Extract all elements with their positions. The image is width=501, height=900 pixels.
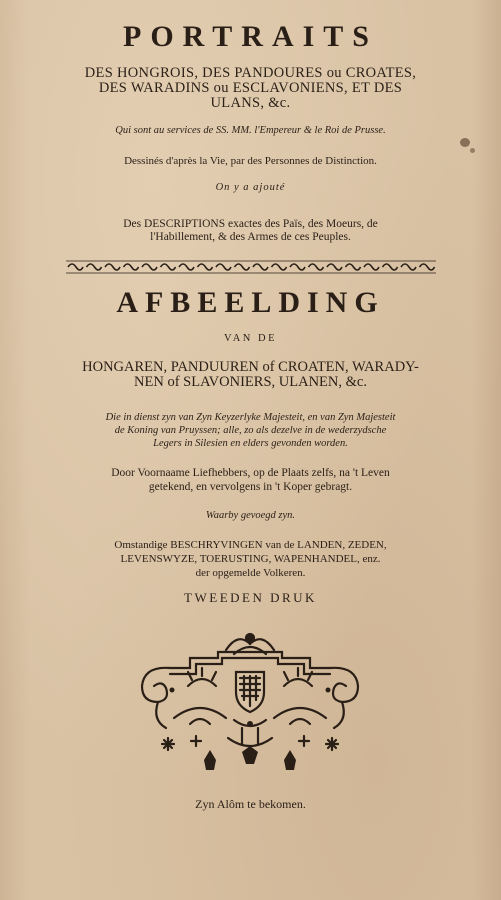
divider-link — [290, 264, 305, 270]
dutch-service-line: Legers in Silesien en elders gevonden worden. — [153, 438, 348, 449]
dutch-description-line: Omstandige BESCHRYVINGEN van de LANDEN, ZEDEN, — [114, 539, 387, 551]
dutch-service-line: Die in dienst zyn van Zyn Keyzerlyke Majesteit, en van Zyn Majesteit — [105, 412, 396, 423]
divider-link — [383, 264, 398, 270]
divider-link — [401, 264, 416, 270]
printers-ornament-icon — [130, 628, 370, 776]
foxing-stain — [470, 148, 475, 153]
divider-link — [346, 264, 361, 270]
divider-link — [235, 264, 250, 270]
divider-link — [142, 264, 157, 270]
divider-link — [420, 264, 435, 270]
french-title: PORTRAITS — [123, 20, 378, 53]
dutch-drawn-line: Door Voornaame Liefhebbers, op de Plaats zelfs, na 't Leven — [111, 467, 390, 479]
divider-link — [161, 264, 176, 270]
dutch-subtitle-line: NEN of SLAVONIERS, ULANEN, &c. — [134, 374, 367, 390]
french-description-line: Des DESCRIPTIONS exactes des Païs, des Moeurs, de — [123, 218, 378, 230]
dutch-service-line: de Koning van Pruyssen; alle, zo als dezelve in de wederzydsche — [114, 425, 387, 436]
french-subtitle-line: DES HONGROIS, DES PANDOURES ou CROATES, — [84, 65, 417, 81]
divider-link — [253, 264, 268, 270]
ornamental-divider — [66, 260, 436, 274]
dutch-van-de: VAN DE — [223, 333, 278, 344]
divider-link — [87, 264, 102, 270]
french-subtitle-line: DES WARADINS ou ESCLAVONIENS, ET DES — [98, 80, 403, 96]
divider-link — [272, 264, 287, 270]
divider-link — [327, 264, 342, 270]
divider-link — [179, 264, 194, 270]
dutch-description-line: der opgemelde Volkeren. — [195, 567, 306, 579]
french-drawn-line: Dessinés d'après la Vie, par des Personnes de Distinction. — [124, 155, 377, 167]
french-subtitle-line: ULANS, &c. — [210, 95, 291, 111]
dutch-drawn-line: getekend, en vervolgens in 't Koper gebragt. — [148, 481, 353, 493]
dutch-title: AFBEELDING — [116, 286, 385, 319]
divider-link — [68, 264, 83, 270]
edition-line: TWEEDEN DRUK — [184, 590, 317, 605]
french-added-line: On y a ajouté — [215, 182, 286, 193]
divider-link — [124, 264, 139, 270]
divider-link — [105, 264, 120, 270]
french-description-line: l'Habillement, & des Armes de ces Peuples. — [150, 231, 351, 243]
divider-link — [309, 264, 324, 270]
foxing-stain — [460, 138, 470, 147]
divider-link — [198, 264, 213, 270]
imprint-line: Zyn Alôm te bekomen. — [195, 797, 306, 811]
dutch-description-line: LEVENSWYZE, TOERUSTING, WAPENHANDEL, enz. — [120, 553, 381, 565]
divider-link — [216, 264, 231, 270]
divider-link — [364, 264, 379, 270]
french-service-line: Qui sont au services de SS. MM. l'Empereur & le Roi de Prusse. — [115, 125, 386, 136]
dutch-subtitle-line: HONGAREN, PANDUUREN of CROATEN, WARADY- — [82, 359, 419, 375]
dutch-added-line: Waarby gevoegd zyn. — [205, 510, 296, 521]
